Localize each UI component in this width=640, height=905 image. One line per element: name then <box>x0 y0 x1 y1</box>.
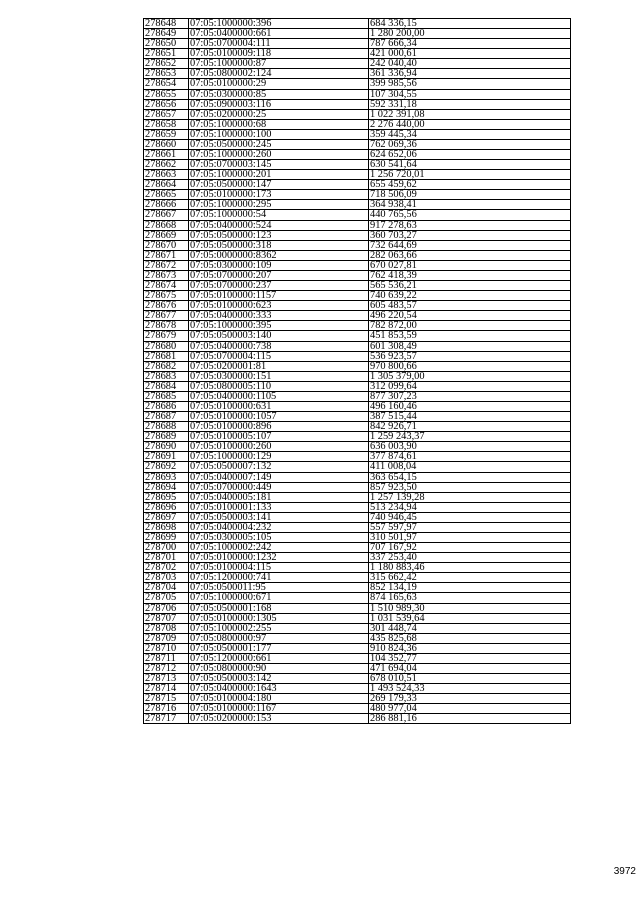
row-number-cell: 278654 <box>144 79 189 89</box>
row-number-cell: 278650 <box>144 39 189 49</box>
row-number-cell: 278694 <box>144 482 189 492</box>
cadastral-number-cell: 07:05:0100000:260 <box>189 442 369 452</box>
cadastral-number-cell: 07:05:0100005:107 <box>189 432 369 442</box>
cadastral-number-cell: 07:05:1000000:201 <box>189 170 369 180</box>
amount-cell: 842 926,71 <box>369 422 571 432</box>
row-number-cell: 278691 <box>144 452 189 462</box>
amount-cell: 107 304,55 <box>369 89 571 99</box>
amount-cell: 435 825,68 <box>369 633 571 643</box>
amount-cell: 1 280 200,00 <box>369 29 571 39</box>
row-number-cell: 278715 <box>144 694 189 704</box>
cadastral-number-cell: 07:05:1200000:661 <box>189 653 369 663</box>
row-number-cell: 278661 <box>144 150 189 160</box>
cadastral-number-cell: 07:05:0400000:524 <box>189 220 369 230</box>
table-row <box>144 341 571 351</box>
row-number-cell: 278660 <box>144 139 189 149</box>
row-number-cell: 278662 <box>144 160 189 170</box>
row-number-cell: 278676 <box>144 301 189 311</box>
row-number-cell: 278680 <box>144 341 189 351</box>
table-row <box>144 714 571 724</box>
table-row <box>144 260 571 270</box>
row-number-cell: 278704 <box>144 583 189 593</box>
table-row <box>144 553 571 563</box>
cadastral-number-cell: 07:05:0100000:896 <box>189 422 369 432</box>
cadastral-number-cell: 07:05:0800002:124 <box>189 69 369 79</box>
row-number-cell: 278697 <box>144 512 189 522</box>
cadastral-number-cell: 07:05:0300000:151 <box>189 371 369 381</box>
cadastral-number-cell: 07:05:0500007:132 <box>189 462 369 472</box>
row-number-cell: 278679 <box>144 331 189 341</box>
table-row <box>144 583 571 593</box>
amount-cell: 411 008,04 <box>369 462 571 472</box>
table-row <box>144 643 571 653</box>
amount-cell: 359 445,34 <box>369 129 571 139</box>
row-number-cell: 278653 <box>144 69 189 79</box>
amount-cell: 601 308,49 <box>369 341 571 351</box>
cadastral-number-cell: 07:05:1000000:260 <box>189 150 369 160</box>
row-number-cell: 278689 <box>144 432 189 442</box>
cadastral-number-cell: 07:05:0500003:142 <box>189 674 369 684</box>
table-row <box>144 613 571 623</box>
table-row <box>144 543 571 553</box>
parcel-table-body <box>144 19 571 724</box>
amount-cell: 1 031 539,64 <box>369 613 571 623</box>
cadastral-number-cell: 07:05:0400004:232 <box>189 522 369 532</box>
table-row <box>144 633 571 643</box>
amount-cell: 732 644,69 <box>369 240 571 250</box>
row-number-cell: 278665 <box>144 190 189 200</box>
cadastral-number-cell: 07:05:0500000:245 <box>189 139 369 149</box>
table-row <box>144 522 571 532</box>
table-row <box>144 603 571 613</box>
cadastral-number-cell: 07:05:0100000:631 <box>189 401 369 411</box>
cadastral-number-cell: 07:05:0500003:141 <box>189 512 369 522</box>
table-row <box>144 291 571 301</box>
amount-cell: 377 874,61 <box>369 452 571 462</box>
table-row <box>144 119 571 129</box>
amount-cell: 496 220,54 <box>369 311 571 321</box>
amount-cell: 2 276 440,00 <box>369 119 571 129</box>
table-row <box>144 190 571 200</box>
table-row <box>144 351 571 361</box>
amount-cell: 655 459,62 <box>369 180 571 190</box>
row-number-cell: 278687 <box>144 412 189 422</box>
row-number-cell: 278668 <box>144 220 189 230</box>
cadastral-number-cell: 07:05:0400005:181 <box>189 492 369 502</box>
cadastral-number-cell: 07:05:0700000:237 <box>189 281 369 291</box>
table-row <box>144 371 571 381</box>
amount-cell: 496 160,46 <box>369 401 571 411</box>
table-row <box>144 623 571 633</box>
table-row <box>144 29 571 39</box>
table-row <box>144 240 571 250</box>
table-row <box>144 19 571 29</box>
cadastral-number-cell: 07:05:0100000:1057 <box>189 412 369 422</box>
row-number-cell: 278666 <box>144 200 189 210</box>
row-number-cell: 278677 <box>144 311 189 321</box>
row-number-cell: 278717 <box>144 714 189 724</box>
cadastral-number-cell: 07:05:1000000:295 <box>189 200 369 210</box>
amount-cell: 970 800,66 <box>369 361 571 371</box>
row-number-cell: 278696 <box>144 502 189 512</box>
row-number-cell: 278656 <box>144 99 189 109</box>
cadastral-number-cell: 07:05:0400007:149 <box>189 472 369 482</box>
row-number-cell: 278706 <box>144 603 189 613</box>
amount-cell: 513 234,94 <box>369 502 571 512</box>
cadastral-number-cell: 07:05:1000002:255 <box>189 623 369 633</box>
amount-cell: 740 639,22 <box>369 291 571 301</box>
cadastral-number-cell: 07:05:0100000:1167 <box>189 704 369 714</box>
cadastral-number-cell: 07:05:1000000:671 <box>189 593 369 603</box>
row-number-cell: 278692 <box>144 462 189 472</box>
row-number-cell: 278705 <box>144 593 189 603</box>
cadastral-number-cell: 07:05:0000000:8362 <box>189 250 369 260</box>
amount-cell: 670 027,81 <box>369 260 571 270</box>
cadastral-number-cell: 07:05:1000000:87 <box>189 59 369 69</box>
row-number-cell: 278686 <box>144 401 189 411</box>
amount-cell: 857 923,50 <box>369 482 571 492</box>
row-number-cell: 278703 <box>144 573 189 583</box>
amount-cell: 364 938,41 <box>369 200 571 210</box>
table-row <box>144 432 571 442</box>
row-number-cell: 278713 <box>144 674 189 684</box>
row-number-cell: 278678 <box>144 321 189 331</box>
row-number-cell: 278652 <box>144 59 189 69</box>
row-number-cell: 278695 <box>144 492 189 502</box>
table-row <box>144 502 571 512</box>
row-number-cell: 278700 <box>144 543 189 553</box>
row-number-cell: 278712 <box>144 664 189 674</box>
cadastral-number-cell: 07:05:0100000:1305 <box>189 613 369 623</box>
table-row <box>144 89 571 99</box>
row-number-cell: 278711 <box>144 653 189 663</box>
parcel-table <box>143 18 571 724</box>
row-number-cell: 278664 <box>144 180 189 190</box>
amount-cell: 282 063,66 <box>369 250 571 260</box>
amount-cell: 471 694,04 <box>369 664 571 674</box>
cadastral-number-cell: 07:05:0500003:140 <box>189 331 369 341</box>
amount-cell: 1 510 989,30 <box>369 603 571 613</box>
table-row <box>144 109 571 119</box>
row-number-cell: 278658 <box>144 119 189 129</box>
cadastral-number-cell: 07:05:0400000:333 <box>189 311 369 321</box>
amount-cell: 242 040,40 <box>369 59 571 69</box>
cadastral-number-cell: 07:05:0700004:115 <box>189 351 369 361</box>
amount-cell: 877 307,23 <box>369 391 571 401</box>
table-row <box>144 59 571 69</box>
row-number-cell: 278655 <box>144 89 189 99</box>
cadastral-number-cell: 07:05:0100004:180 <box>189 694 369 704</box>
table-row <box>144 331 571 341</box>
cadastral-number-cell: 07:05:0100000:1232 <box>189 553 369 563</box>
row-number-cell: 278669 <box>144 230 189 240</box>
row-number-cell: 278663 <box>144 170 189 180</box>
row-number-cell: 278701 <box>144 553 189 563</box>
table-row <box>144 361 571 371</box>
table-row <box>144 694 571 704</box>
row-number-cell: 278709 <box>144 633 189 643</box>
amount-cell: 421 000,61 <box>369 49 571 59</box>
table-row <box>144 462 571 472</box>
row-number-cell: 278673 <box>144 270 189 280</box>
cadastral-number-cell: 07:05:0100000:1157 <box>189 291 369 301</box>
row-number-cell: 278714 <box>144 684 189 694</box>
table-row <box>144 452 571 462</box>
amount-cell: 337 253,40 <box>369 553 571 563</box>
table-row <box>144 664 571 674</box>
table-row <box>144 401 571 411</box>
cadastral-number-cell: 07:05:1000000:100 <box>189 129 369 139</box>
amount-cell: 592 331,18 <box>369 99 571 109</box>
amount-cell: 104 352,77 <box>369 653 571 663</box>
amount-cell: 1 022 391,08 <box>369 109 571 119</box>
cadastral-number-cell: 07:05:1000000:395 <box>189 321 369 331</box>
row-number-cell: 278671 <box>144 250 189 260</box>
table-row <box>144 281 571 291</box>
table-row <box>144 301 571 311</box>
cadastral-number-cell: 07:05:0100001:133 <box>189 502 369 512</box>
table-row <box>144 422 571 432</box>
table-row <box>144 99 571 109</box>
row-number-cell: 278707 <box>144 613 189 623</box>
amount-cell: 636 003,90 <box>369 442 571 452</box>
table-row <box>144 160 571 170</box>
cadastral-number-cell: 07:05:0100009:118 <box>189 49 369 59</box>
row-number-cell: 278702 <box>144 563 189 573</box>
row-number-cell: 278699 <box>144 532 189 542</box>
table-row <box>144 532 571 542</box>
table-row <box>144 139 571 149</box>
row-number-cell: 278651 <box>144 49 189 59</box>
row-number-cell: 278684 <box>144 381 189 391</box>
table-row <box>144 270 571 280</box>
row-number-cell: 278698 <box>144 522 189 532</box>
amount-cell: 678 010,51 <box>369 674 571 684</box>
cadastral-number-cell: 07:05:0100000:29 <box>189 79 369 89</box>
cadastral-number-cell: 07:05:0300005:105 <box>189 532 369 542</box>
cadastral-number-cell: 07:05:0500000:147 <box>189 180 369 190</box>
table-row <box>144 442 571 452</box>
cadastral-number-cell: 07:05:0700000:207 <box>189 270 369 280</box>
cadastral-number-cell: 07:05:0800000:90 <box>189 664 369 674</box>
table-row <box>144 220 571 230</box>
cadastral-number-cell: 07:05:0500001:168 <box>189 603 369 613</box>
table-row <box>144 472 571 482</box>
amount-cell: 874 165,63 <box>369 593 571 603</box>
row-number-cell: 278710 <box>144 643 189 653</box>
amount-cell: 740 946,45 <box>369 512 571 522</box>
cadastral-number-cell: 07:05:0200001:81 <box>189 361 369 371</box>
table-row <box>144 512 571 522</box>
amount-cell: 312 099,64 <box>369 381 571 391</box>
table-row <box>144 39 571 49</box>
table-row <box>144 704 571 714</box>
cadastral-number-cell: 07:05:1200000:741 <box>189 573 369 583</box>
amount-cell: 387 515,44 <box>369 412 571 422</box>
table-row <box>144 180 571 190</box>
amount-cell: 917 278,63 <box>369 220 571 230</box>
cadastral-number-cell: 07:05:0500000:318 <box>189 240 369 250</box>
cadastral-number-cell: 07:05:0400000:738 <box>189 341 369 351</box>
cadastral-number-cell: 07:05:0700004:111 <box>189 39 369 49</box>
cadastral-number-cell: 07:05:0500011:95 <box>189 583 369 593</box>
amount-cell: 605 483,57 <box>369 301 571 311</box>
page-number: 3972 <box>613 866 636 877</box>
row-number-cell: 278681 <box>144 351 189 361</box>
cadastral-number-cell: 07:05:0200000:25 <box>189 109 369 119</box>
table-row <box>144 200 571 210</box>
cadastral-number-cell: 07:05:0400000:1105 <box>189 391 369 401</box>
row-number-cell: 278672 <box>144 260 189 270</box>
amount-cell: 1 257 139,28 <box>369 492 571 502</box>
row-number-cell: 278685 <box>144 391 189 401</box>
amount-cell: 361 336,94 <box>369 69 571 79</box>
amount-cell: 301 448,74 <box>369 623 571 633</box>
table-row <box>144 563 571 573</box>
amount-cell: 480 977,04 <box>369 704 571 714</box>
amount-cell: 1 180 883,46 <box>369 563 571 573</box>
row-number-cell: 278648 <box>144 19 189 29</box>
amount-cell: 1 305 379,00 <box>369 371 571 381</box>
cadastral-number-cell: 07:05:0400000:1643 <box>189 684 369 694</box>
cadastral-number-cell: 07:05:1000000:54 <box>189 210 369 220</box>
row-number-cell: 278688 <box>144 422 189 432</box>
cadastral-number-cell: 07:05:1000002:242 <box>189 543 369 553</box>
table-row <box>144 250 571 260</box>
table-row <box>144 210 571 220</box>
cadastral-number-cell: 07:05:0500001:177 <box>189 643 369 653</box>
amount-cell: 1 256 720,01 <box>369 170 571 180</box>
cadastral-number-cell: 07:05:0800005:110 <box>189 381 369 391</box>
table-row <box>144 230 571 240</box>
cadastral-number-cell: 07:05:0100004:115 <box>189 563 369 573</box>
cadastral-number-cell: 07:05:0700000:449 <box>189 482 369 492</box>
amount-cell: 852 134,19 <box>369 583 571 593</box>
amount-cell: 269 179,33 <box>369 694 571 704</box>
cadastral-number-cell: 07:05:0700003:145 <box>189 160 369 170</box>
cadastral-number-cell: 07:05:0100000:173 <box>189 190 369 200</box>
amount-cell: 399 985,56 <box>369 79 571 89</box>
amount-cell: 910 824,36 <box>369 643 571 653</box>
amount-cell: 707 167,92 <box>369 543 571 553</box>
row-number-cell: 278675 <box>144 291 189 301</box>
table-row <box>144 391 571 401</box>
amount-cell: 440 765,56 <box>369 210 571 220</box>
row-number-cell: 278716 <box>144 704 189 714</box>
table-row <box>144 311 571 321</box>
cadastral-number-cell: 07:05:0300000:109 <box>189 260 369 270</box>
table-row <box>144 482 571 492</box>
row-number-cell: 278693 <box>144 472 189 482</box>
table-row <box>144 49 571 59</box>
row-number-cell: 278682 <box>144 361 189 371</box>
cadastral-number-cell: 07:05:1000000:396 <box>189 19 369 29</box>
amount-cell: 630 541,64 <box>369 160 571 170</box>
cadastral-number-cell: 07:05:0200000:153 <box>189 714 369 724</box>
table-row <box>144 69 571 79</box>
amount-cell: 363 654,15 <box>369 472 571 482</box>
amount-cell: 451 853,59 <box>369 331 571 341</box>
row-number-cell: 278674 <box>144 281 189 291</box>
amount-cell: 286 881,16 <box>369 714 571 724</box>
table-row <box>144 412 571 422</box>
amount-cell: 782 872,00 <box>369 321 571 331</box>
table-row <box>144 381 571 391</box>
amount-cell: 787 666,34 <box>369 39 571 49</box>
table-row <box>144 129 571 139</box>
amount-cell: 718 506,09 <box>369 190 571 200</box>
table-row <box>144 684 571 694</box>
amount-cell: 762 069,36 <box>369 139 571 149</box>
cadastral-number-cell: 07:05:0300000:85 <box>189 89 369 99</box>
row-number-cell: 278659 <box>144 129 189 139</box>
row-number-cell: 278690 <box>144 442 189 452</box>
table-row <box>144 653 571 663</box>
cadastral-number-cell: 07:05:1000000:129 <box>189 452 369 462</box>
amount-cell: 557 597,97 <box>369 522 571 532</box>
cadastral-number-cell: 07:05:1000000:68 <box>189 119 369 129</box>
table-row <box>144 321 571 331</box>
cadastral-number-cell: 07:05:0800000:97 <box>189 633 369 643</box>
amount-cell: 536 923,57 <box>369 351 571 361</box>
amount-cell: 310 501,97 <box>369 532 571 542</box>
amount-cell: 624 652,06 <box>369 150 571 160</box>
cadastral-number-cell: 07:05:0100000:623 <box>189 301 369 311</box>
amount-cell: 1 493 524,33 <box>369 684 571 694</box>
cadastral-number-cell: 07:05:0900003:116 <box>189 99 369 109</box>
table-row <box>144 492 571 502</box>
cadastral-number-cell: 07:05:0400000:661 <box>189 29 369 39</box>
row-number-cell: 278649 <box>144 29 189 39</box>
row-number-cell: 278667 <box>144 210 189 220</box>
table-row <box>144 79 571 89</box>
row-number-cell: 278708 <box>144 623 189 633</box>
amount-cell: 360 703,27 <box>369 230 571 240</box>
table-row <box>144 593 571 603</box>
row-number-cell: 278683 <box>144 371 189 381</box>
amount-cell: 1 259 243,37 <box>369 432 571 442</box>
amount-cell: 684 336,15 <box>369 19 571 29</box>
table-row <box>144 150 571 160</box>
table-row <box>144 674 571 684</box>
cadastral-number-cell: 07:05:0500000:123 <box>189 230 369 240</box>
amount-cell: 565 536,21 <box>369 281 571 291</box>
row-number-cell: 278670 <box>144 240 189 250</box>
table-row <box>144 170 571 180</box>
amount-cell: 762 418,39 <box>369 270 571 280</box>
table-row <box>144 573 571 583</box>
amount-cell: 315 662,42 <box>369 573 571 583</box>
row-number-cell: 278657 <box>144 109 189 119</box>
